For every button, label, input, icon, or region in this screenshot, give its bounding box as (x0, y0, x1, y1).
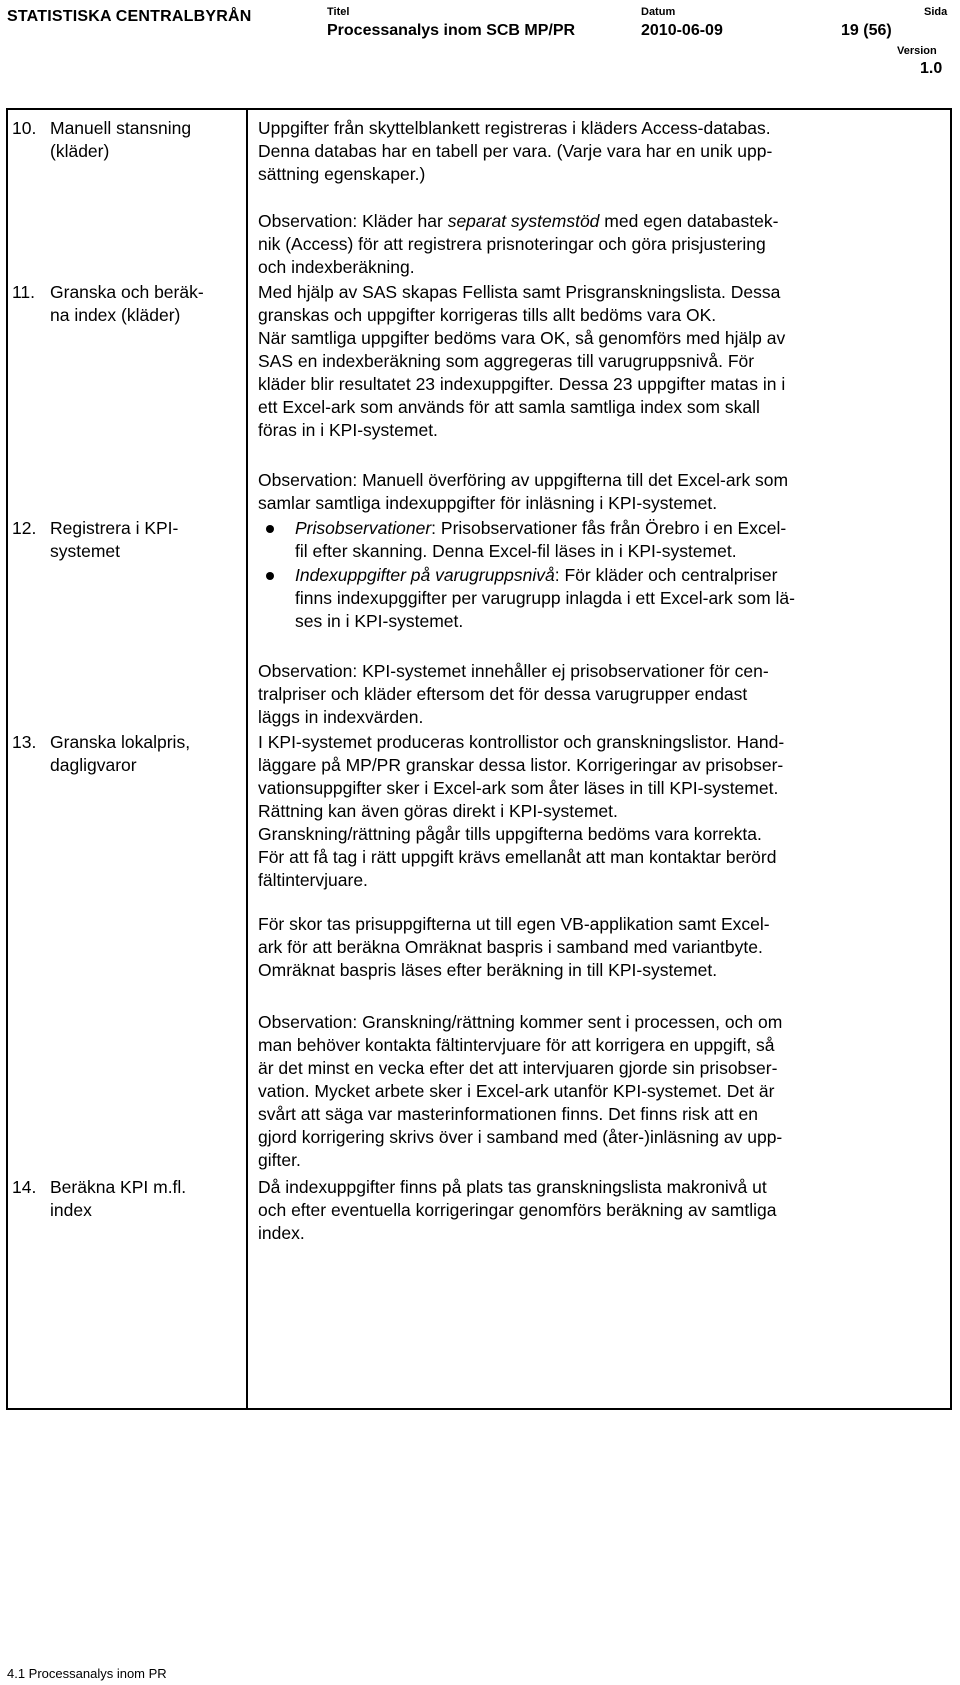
text-line: För att få tag i rätt uppgift krävs emellanåt att man kontaktar berörd (258, 847, 777, 867)
text-line: index. (258, 1223, 305, 1243)
page-footer: 4.1 Processanalys inom PR (7, 1666, 167, 1681)
text-line: Denna databas har en tabell per vara. (Varje vara har en unik upp- (258, 141, 773, 161)
text-line: tralpriser och kläder eftersom det för dessa varugrupper endast (258, 684, 748, 704)
text-line: sättning egenskaper.) (258, 164, 426, 184)
step-number: 10. (12, 118, 37, 138)
text-line: fältintervjuare. (258, 870, 368, 890)
text-line: finns indexupggifter per varugrupp inlagda i ett Excel-ark som lä- (295, 588, 795, 608)
text-line: I KPI-systemet produceras kontrollistor och granskningslistor. Hand- (258, 732, 785, 752)
observation-kpi-system (258, 660, 923, 729)
text-line: Observation: KPI-systemet innehåller ej prisobservationer för cen- (258, 661, 769, 681)
text-line: samlar samtliga indexuppgifter för inläsning i KPI-systemet. (258, 493, 718, 513)
text-line: Prisobservationer: Prisobservationer fås från Örebro i en Excel- (295, 518, 787, 538)
document-title: Processanalys inom SCB MP/PR (327, 22, 576, 39)
table-top-border (6, 108, 952, 110)
step-number: 14. (12, 1177, 37, 1197)
organization-name: STATISTISKA CENTRALBYRÅN (7, 8, 252, 25)
text-line: Omräknat baspris läses efter beräkning in till KPI-systemet. (258, 960, 718, 980)
table-bottom-border (6, 1408, 952, 1410)
text-line: fil efter skanning. Denna Excel-fil läses in i KPI-systemet. (295, 541, 737, 561)
bullet-icon (266, 525, 274, 533)
observation-manual-transfer (258, 469, 923, 515)
step-number: 11. (12, 282, 36, 302)
text-line: ark för att beräkna Omräknat baspris i samband med variantbyte. (258, 937, 763, 957)
text-line: svårt att säga var masterinformationen finns. Det finns risk att en (258, 1104, 758, 1124)
observation-late-review (258, 1011, 923, 1172)
text-line: kläder blir resultatet 23 indexuppgifter. Dessa 23 uppgifter matas in i (258, 374, 786, 394)
step-label: index (50, 1200, 92, 1220)
table-column-divider (246, 108, 248, 1410)
text-line: granskas och uppgifter korrigeras tills allt bedöms vara OK. (258, 305, 717, 325)
step-number: 13. (12, 732, 37, 752)
text-line: läggs in indexvärden. (258, 707, 424, 727)
step-label: na index (kläder) (50, 305, 181, 325)
text-line: SAS en indexberäkning som aggregeras till varugruppsnivå. För (258, 351, 755, 371)
text-line: Observation: Kläder har separat systemstöd med egen databastek- (258, 211, 779, 231)
date-label: Datum (641, 6, 676, 18)
text-line: Observation: Granskning/rättning kommer sent i processen, och om (258, 1012, 783, 1032)
text-line: är det minst en vecka efter det att intervjuaren gjorde sin prisobser- (258, 1058, 778, 1078)
text-line: Observation: Manuell överföring av uppgifterna till det Excel-ark som (258, 470, 789, 490)
version-number: 1.0 (920, 60, 943, 77)
text-line: nik (Access) för att registrera prisnoteringar och göra prisjustering (258, 234, 766, 254)
step-label: Registrera i KPI- (50, 518, 179, 538)
step-label: dagligvaror (50, 755, 137, 775)
paragraph-shoes (258, 913, 923, 982)
step-label: Granska och beräk- (50, 282, 204, 302)
text-line: föras in i KPI-systemet. (258, 420, 438, 440)
text-line: Då indexuppgifter finns på plats tas granskningslista makronivå ut (258, 1177, 767, 1197)
table-right-border (950, 108, 952, 1410)
step-label: Beräkna KPI m.fl. (50, 1177, 187, 1197)
text-line: och efter eventuella korrigeringar genomförs beräkning av samtliga (258, 1200, 777, 1220)
text-line: vationsuppgifter sker i Excel-ark som åter läses in till KPI-systemet. (258, 778, 779, 798)
page-number: 19 (56) (841, 22, 892, 39)
text-line: och indexberäkning. (258, 257, 415, 277)
text-line: För skor tas prisuppgifterna ut till egen VB-applikation samt Excel- (258, 914, 770, 934)
text-line: läggare på MP/PR granskar dessa listor. Korrigeringar av prisobser- (258, 755, 784, 775)
text-line: ses in i KPI-systemet. (295, 611, 464, 631)
text-line: Granskning/rättning pågår tills uppgifterna bedöms vara korrekta. (258, 824, 762, 844)
page-label: Sida (924, 6, 948, 18)
text-line: Indexuppgifter på varugruppsnivå: För kläder och centralpriser (295, 565, 778, 585)
observation-separate-system (258, 210, 923, 279)
title-label: Titel (327, 6, 350, 18)
text-line: Rättning kan även göras direkt i KPI-systemet. (258, 801, 618, 821)
bullet-icon (266, 572, 274, 580)
text-line: man behöver kontakta fältintervjuare för att korrigera en uppgift, så (258, 1035, 775, 1055)
text-line: gjord korrigering skrivs över i samband med (åter-)inläsning av upp- (258, 1127, 783, 1147)
step-label: Manuell stansning (50, 118, 192, 138)
version-label: Version (897, 45, 937, 57)
step-number: 12. (12, 518, 37, 538)
paragraph-control-lists (258, 731, 923, 892)
table-left-border (6, 108, 8, 1410)
text-line: vation. Mycket arbete sker i Excel-ark utanför KPI-systemet. Det är (258, 1081, 775, 1101)
paragraph-sas-review (258, 281, 923, 442)
paragraph-macro-review (258, 1176, 923, 1245)
page-header (0, 0, 960, 80)
document-date: 2010-06-09 (641, 22, 723, 39)
text-line: Uppgifter från skyttelblankett registreras i kläders Access-databas. (258, 118, 771, 138)
text-line: När samtliga uppgifter bedöms vara OK, så genomförs med hjälp av (258, 328, 786, 348)
step-label: Granska lokalpris, (50, 732, 191, 752)
step-label: (kläder) (50, 141, 110, 161)
paragraph-access-database (258, 117, 923, 186)
step-label: systemet (50, 541, 121, 561)
text-line: ett Excel-ark som används för att samla samtliga index som skall (258, 397, 760, 417)
text-line: Med hjälp av SAS skapas Fellista samt Prisgranskningslista. Dessa (258, 282, 781, 302)
text-line: gifter. (258, 1150, 301, 1170)
